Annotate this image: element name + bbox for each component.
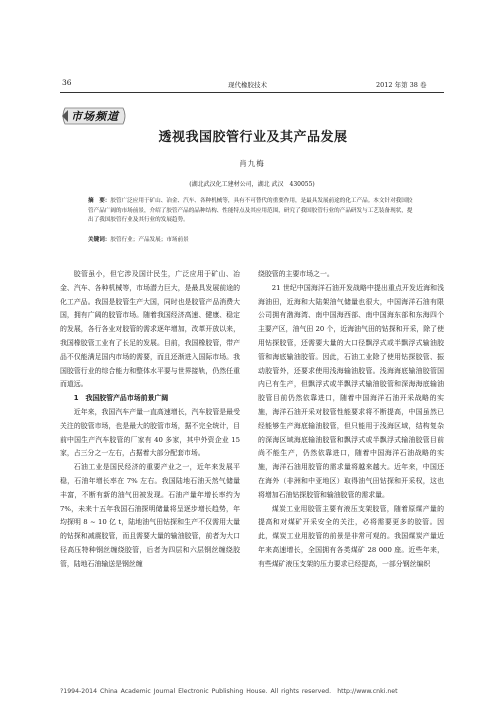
- abstract-text: 胶管广泛应用于矿山、冶金、汽车、各种机械等，具有不可替代的重要作用，是最具发展前途的化工产品。本文针对我国胶管产品广阔的市场前景，介绍了胶管产品的品种结构、性能特点及其应用范围，研究了我国胶管行业的产品研发与工艺装备现状，提出了我国胶管行业及其行业的发展趋势。: [88, 198, 413, 224]
- body-paragraph: 绕胶管的主要市场之一。: [258, 270, 334, 278]
- abstract: [88, 197, 418, 226]
- page-number: 36: [62, 78, 72, 87]
- journal-issue: 2012 年第 38 卷: [376, 81, 427, 89]
- keywords-text: 胶管行业；产品发展；市场前景: [110, 237, 189, 243]
- body-paragraph: 胶管虽小，但它涉及国计民生，广泛应用于矿山、冶金、汽车、各种机械等，市场潜力巨大，是最具发展前途的化工产品。我国是胶管生产大国，同时也是胶管产品消费大国，拥有广阔的胶管市场。随着我国经济高速、健康、稳定的发展，各行各业对胶管的需求逐年增加，改革开放以来，我国橡胶管工业有了长足的发展。目前，我国橡胶管，带产品不仅能满足国内市场的需要，而且还渐进入国际市场。我国胶管行业的综合能力和整体水平要与世界接轨，仍然任重而道远。: [60, 270, 240, 389]
- body-paragraph: 21 世纪中国海洋石油开发战略中提出重点开发近海和浅海油田，近海和大陆架油气储量也很大，中国海洋石油有限公司拥有渤海湾、南中国海西部、南中国海东部和东海四个主要产区，油气田 20 个，近海油气田的钻探和开采，除了使用钻探胶管，还需要大量的大口径飘浮式或半飘浮式输油胶管和海底输油胶管。因此，石油工业除了使用钻探胶管、振动胶管外，还要求使用浅海输油胶管。浅海海底输油胶管国内已有生产，但飘浮式或半飘浮式输油胶管和深海海底输油胶管目前仍然依靠进口，随着中国海洋石油开采战略的实施，海洋石油开采对胶管性能要求将不断提高，中国虽然已经能够生产海底输油胶管，但只能用于浅海区域，结构复杂的深海区域海底输油胶管和飘浮式或半飘浮式输油胶管目前尚不能生产，仍然依靠进口，随着中国海洋石油战略的实施，海洋石油用胶管的需求量将越来越大。近年来，中国还在海外（非洲和中亚地区）取得油气田钻探和开采权，这也将增加石油钻探胶管和输油胶管的需求量。: [258, 283, 444, 499]
- body-paragraph: 近年来，我国汽车产量一直高速增长，汽车胶管是最受关注的胶管市场，也是最大的胶管市场，据不完全统计，目前中国生产汽车胶管的厂家有 40 多家，其中外资企业 15 家，占三分之一左右，占据着大部分配套市场。: [60, 407, 240, 458]
- keywords-label: 关键词：: [88, 237, 111, 243]
- article-author: 肖九梅: [239, 159, 265, 168]
- body-paragraph: 煤炭工业用胶管主要有液压支架胶管，随着原煤产量的提高和对煤矿开采安全的关注，必将需要更多的胶管。因此，煤炭工业用胶管的前景是非常可观的。我国煤炭产量近年来高速增长，全国拥有各类煤矿 28 000 座。近些年来，有些煤矿液压支架的压力要求已经提高，一部分钢丝编织: [258, 504, 444, 568]
- copyright-footer: ?1994-2014 China Academic Journal Electronic Publishing House. All rights reserved. http://www.cnki.net: [60, 688, 398, 695]
- left-column: [60, 268, 240, 572]
- abstract-label: 摘 要：: [88, 198, 111, 204]
- author-affiliation: (湖北武汉化工建材公司，湖北 武汉 430055): [189, 181, 315, 188]
- body-paragraph: 石油工业是国民经济的重要产业之一，近年来发展平稳，石油年增长率在 7% 左右。我国陆地石油天然气储量丰富，不断有新的油气田被发现。石油产量年增长率约为 7%，未来十五年我国石油探明储量将呈逐步增长趋势，年均探明 8 ~ 10 亿 t，陆地油气田钻探和生产不仅需用大量的钻探和减震胶管，而且需要大量的输油胶管，前者为大口径高压特种钢丝缠绕胶管，后者为四层和六层钢丝缠绕胶管，陆地石油输送是钢丝缠: [60, 463, 240, 568]
- article-title: 透视我国胶管行业及其产品发展: [158, 130, 348, 145]
- right-column: [258, 268, 444, 572]
- column-label: 市场频道: [71, 110, 119, 123]
- header-rule: [60, 92, 444, 93]
- journal-name: 现代橡胶技术: [228, 81, 267, 89]
- keywords: [88, 236, 418, 246]
- section-heading: 1 我国胶管产品市场前景广阔: [73, 394, 169, 403]
